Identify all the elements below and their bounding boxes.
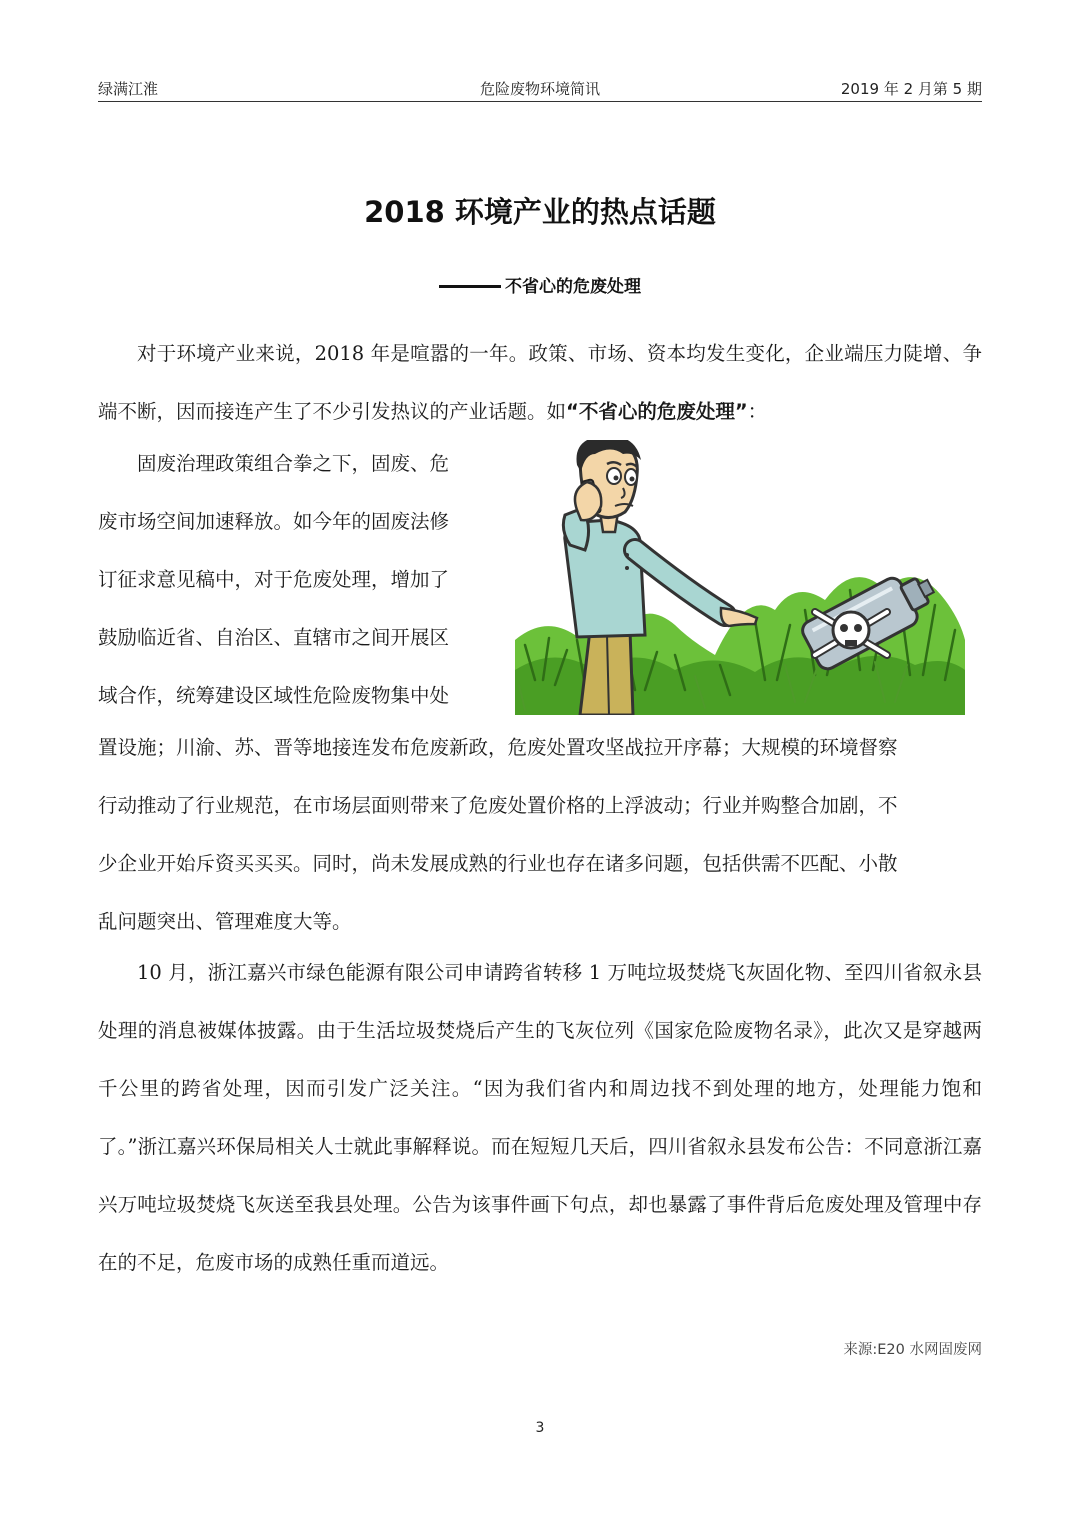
paragraph-1-bold: “不省心的危废处理” (566, 400, 748, 423)
subtitle-text: 不省心的危废处理 (505, 277, 641, 297)
paragraph-1-text: 对于环境产业来说，2018 年是喧嚣的一年。政策、市场、资本均发生变化，企业端压力陡增、争端不断，因而接连产生了不少引发热议的产业话题。如 (98, 342, 982, 423)
paragraph-1 (98, 325, 982, 441)
paragraph-2-line: 固废治理政策组合拳之下，固废、危 (98, 452, 450, 475)
page-header (98, 78, 982, 102)
article-title: 2018 环境产业的热点话题 (364, 195, 716, 229)
illustration-man-pointing-at-waste-canister (515, 440, 965, 715)
header-right: 2019 年 2 月第 5 期 (840, 80, 982, 98)
paragraph-2-continued (98, 719, 982, 951)
page-number: 3 (535, 1420, 545, 1436)
paragraph-2-line: 置设施；川渝、苏、晋等地接连发布危废新政，危废处置攻坚战拉开序幕；大规模的环境督察 (98, 736, 898, 759)
paragraph-2-line: 少企业开始斥资买买买。同时，尚未发展成熟的行业也存在诸多问题，包括供需不匹配、小散 (98, 852, 898, 875)
subtitle-dash (439, 285, 501, 288)
paragraph-2-line: 乱问题突出、管理难度大等。 (98, 910, 352, 933)
paragraph-2-line: 订征求意见稿中，对于危废处理，增加了 (98, 568, 450, 591)
paragraph-2-line: 废市场空间加速释放。如今年的固废法修 (98, 510, 450, 533)
source-credit: 来源:E20 水网固废网 (843, 1342, 982, 1358)
paragraph-1-end: ： (747, 400, 768, 423)
article-subtitle (0, 272, 1080, 297)
paragraph-2-wrap-text (98, 435, 488, 725)
paragraph-2-line: 行动推动了行业规范，在市场层面则带来了危废处置价格的上浮波动；行业并购整合加剧，不 (98, 794, 898, 817)
paragraph-2-line: 鼓励临近省、自治区、直辖市之间开展区 (98, 626, 450, 649)
header-center: 危险废物环境简讯 (479, 80, 600, 98)
paragraph-2-line: 域合作，统筹建设区域性危险废物集中处 (98, 684, 450, 707)
paragraph-3: 10 月，浙江嘉兴市绿色能源有限公司申请跨省转移 1 万吨垃圾焚烧飞灰固化物、至四川省叙永县处理的消息被媒体披露。由于生活垃圾焚烧后产生的飞灰位列《国家危险废物名录》，此次又是穿越两千公里的跨省处理，因而引发广泛关注。“因为我们省内和周边找不到处理的地方，处理能力饱和了。”浙江嘉兴环保局相关人士就此事解释说。而在短短几天后，四川省叙永县发布公告：不同意浙江嘉兴万吨垃圾焚烧飞灰送至我县处理。公告为该事件画下句点，却也暴露了事件背后危废处理及管理中存在的不足，危废市场的成熟任重而道远。 (98, 961, 982, 1274)
header-rule (98, 101, 982, 102)
header-left: 绿满江淮 (98, 80, 159, 98)
